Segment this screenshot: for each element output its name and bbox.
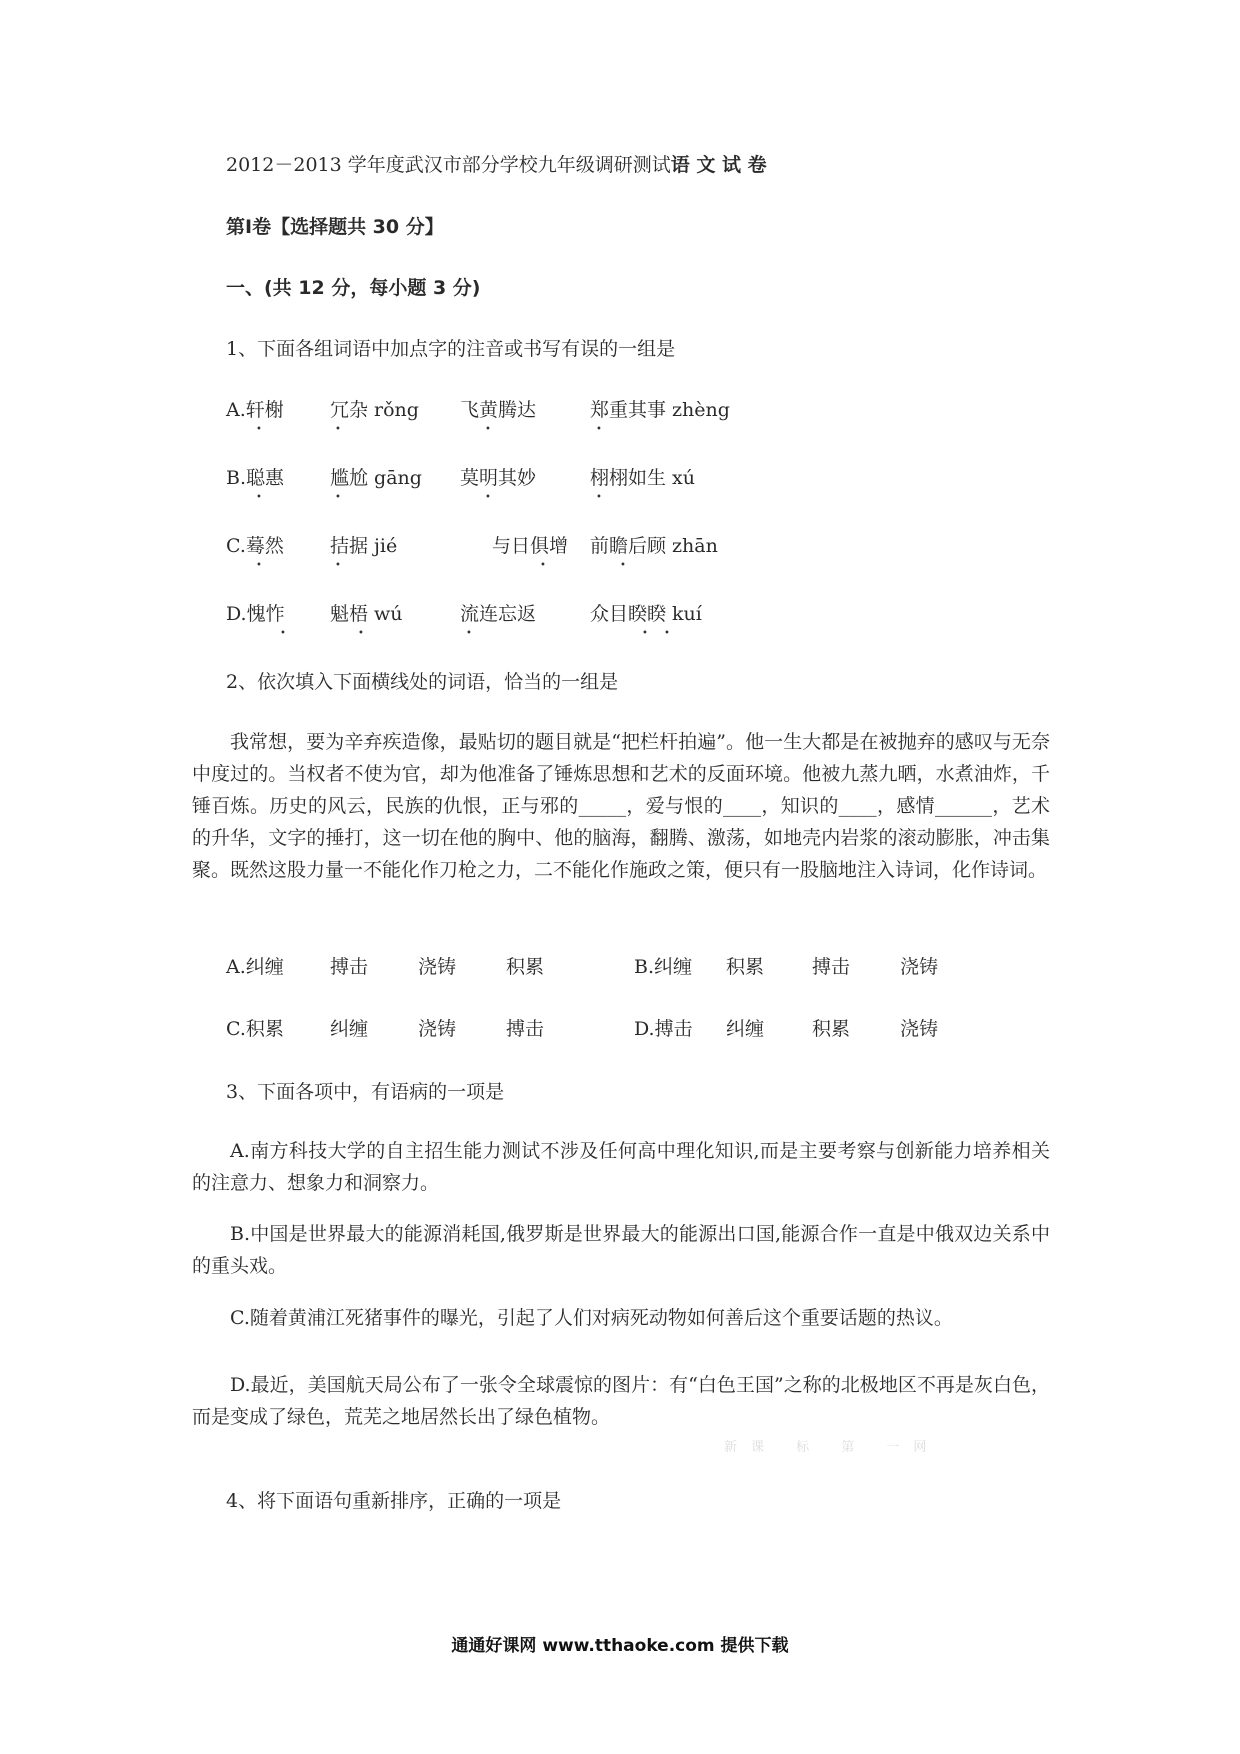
option-word-3: 浇铸 <box>418 956 457 978</box>
emphasis-dot: • <box>596 492 602 503</box>
option-label: A.轩榭 <box>226 399 284 421</box>
emphasis-dot: • <box>335 560 341 571</box>
option-word-3: 浇铸 <box>418 1018 457 1040</box>
emphasis-dot: • <box>596 424 602 435</box>
emphasis-dot: • <box>466 628 472 639</box>
option-label: B.纠缠 <box>634 956 693 978</box>
option-word-3: 积累 <box>812 1018 851 1040</box>
question-3-option-d: D.最近，美国航天局公布了一张令全球震惊的图片：有“白色王国”之称的北极地区不再是灰白色，而是变成了绿色，荒芜之地居然长出了绿色植物。 <box>192 1374 1050 1428</box>
exam-title <box>226 156 767 175</box>
emphasis-dot: • <box>642 628 648 639</box>
option-label: B.聪惠 <box>226 467 285 489</box>
option-word-3: 众目睽睽 kuí <box>590 603 702 625</box>
option-word-3: 栩栩如生 xú <box>590 467 695 489</box>
question-2-passage: 我常想，要为辛弃疾造像，最贴切的题目就是“把栏杆拍遍”。他一生大都是在被抛弃的感叹与无奈中度过的。当权者不使为官，却为他准备了锤炼思想和艺术的反面环境。他被九蒸九晒，水煮油炸，千锤百炼。历史的风云，民族的仇恨，正与邪的_____，爱与恨的____，知识的____，感情______，艺术的升华，文字的捶打，这一切在他的胸中、他的脑海，翻腾、激荡，如地壳内岩浆的滚动膨胀，冲击集聚。既然这股力量一不能化作刀枪之力，二不能化作施政之策，便只有一股脑地注入诗词，化作诗词。 <box>192 731 1050 881</box>
option-label: C.蓦然 <box>226 535 284 557</box>
page-footer: 通通好课网 www.tthaoke.com 提供下载 <box>451 1636 789 1656</box>
emphasis-dot: • <box>358 628 364 639</box>
emphasis-dot: • <box>256 424 262 435</box>
option-word-2: 流连忘返 <box>460 603 537 625</box>
emphasis-dot: • <box>256 492 262 503</box>
emphasis-dot: • <box>280 628 286 639</box>
option-label: A.纠缠 <box>226 956 284 978</box>
question-2-stem: 2、依次填入下面横线处的词语，恰当的一组是 <box>226 671 619 693</box>
question-1-stem: 1、下面各组词语中加点字的注音或书写有误的一组是 <box>226 338 676 360</box>
option-word-2: 搏击 <box>330 956 369 978</box>
question-3-stem: 3、下面各项中，有语病的一项是 <box>226 1081 505 1103</box>
part-heading: 一、(共 12 分，每小题 3 分) <box>226 277 481 299</box>
question-3-option-b: B.中国是世界最大的能源消耗国,俄罗斯是世界最大的能源出口国,能源合作一直是中俄双边关系中的重头戏。 <box>192 1223 1050 1277</box>
option-word-2: 纠缠 <box>726 1018 765 1040</box>
watermark-text: 新课 标 第 一网 <box>724 1440 941 1455</box>
emphasis-dot: • <box>620 560 626 571</box>
option-word-2: 飞黄腾达 <box>460 399 537 421</box>
option-word-1: 魁梧 wú <box>330 603 403 625</box>
question-3-option-a: A.南方科技大学的自主招生能力测试不涉及任何高中理化知识,而是主要考察与创新能力培养相关的注意力、想象力和洞察力。 <box>192 1140 1050 1194</box>
emphasis-dot: • <box>485 492 491 503</box>
option-word-3: 搏击 <box>812 956 851 978</box>
question-4-stem: 4、将下面语句重新排序，正确的一项是 <box>226 1490 562 1512</box>
option-word-4: 浇铸 <box>900 956 939 978</box>
option-word-4: 积累 <box>506 956 545 978</box>
option-word-3: 前瞻后顾 zhān <box>590 535 718 557</box>
option-word-2: 莫明其妙 <box>460 467 537 489</box>
option-word-3: 郑重其事 zhèng <box>590 399 730 421</box>
option-label: D.搏击 <box>634 1018 693 1040</box>
section-heading: 第Ⅰ卷【选择题共 30 分】 <box>226 216 444 238</box>
option-label: D.愧怍 <box>226 603 285 625</box>
option-word-1: 冗杂 rǒng <box>330 399 419 421</box>
option-word-1: 拮据 jié <box>330 535 398 557</box>
emphasis-dot: • <box>664 628 670 639</box>
emphasis-dot: • <box>540 560 546 571</box>
emphasis-dot: • <box>335 492 341 503</box>
option-word-2: 与日俱增 <box>492 535 569 557</box>
option-label: C.积累 <box>226 1018 284 1040</box>
option-word-2: 积累 <box>726 956 765 978</box>
exam-title-prefix: 2012－2013 学年度武汉市部分学校九年级调研测试 <box>226 154 671 176</box>
option-word-4: 搏击 <box>506 1018 545 1040</box>
emphasis-dot: • <box>256 560 262 571</box>
emphasis-dot: • <box>485 424 491 435</box>
exam-title-subject: 语 文 试 卷 <box>670 154 767 176</box>
question-3-option-c: C.随着黄浦江死猪事件的曝光，引起了人们对病死动物如何善后这个重要话题的热议。 <box>230 1307 953 1329</box>
option-word-1: 尴尬 gāng <box>330 467 422 489</box>
emphasis-dot: • <box>335 424 341 435</box>
option-word-2: 纠缠 <box>330 1018 369 1040</box>
option-word-4: 浇铸 <box>900 1018 939 1040</box>
